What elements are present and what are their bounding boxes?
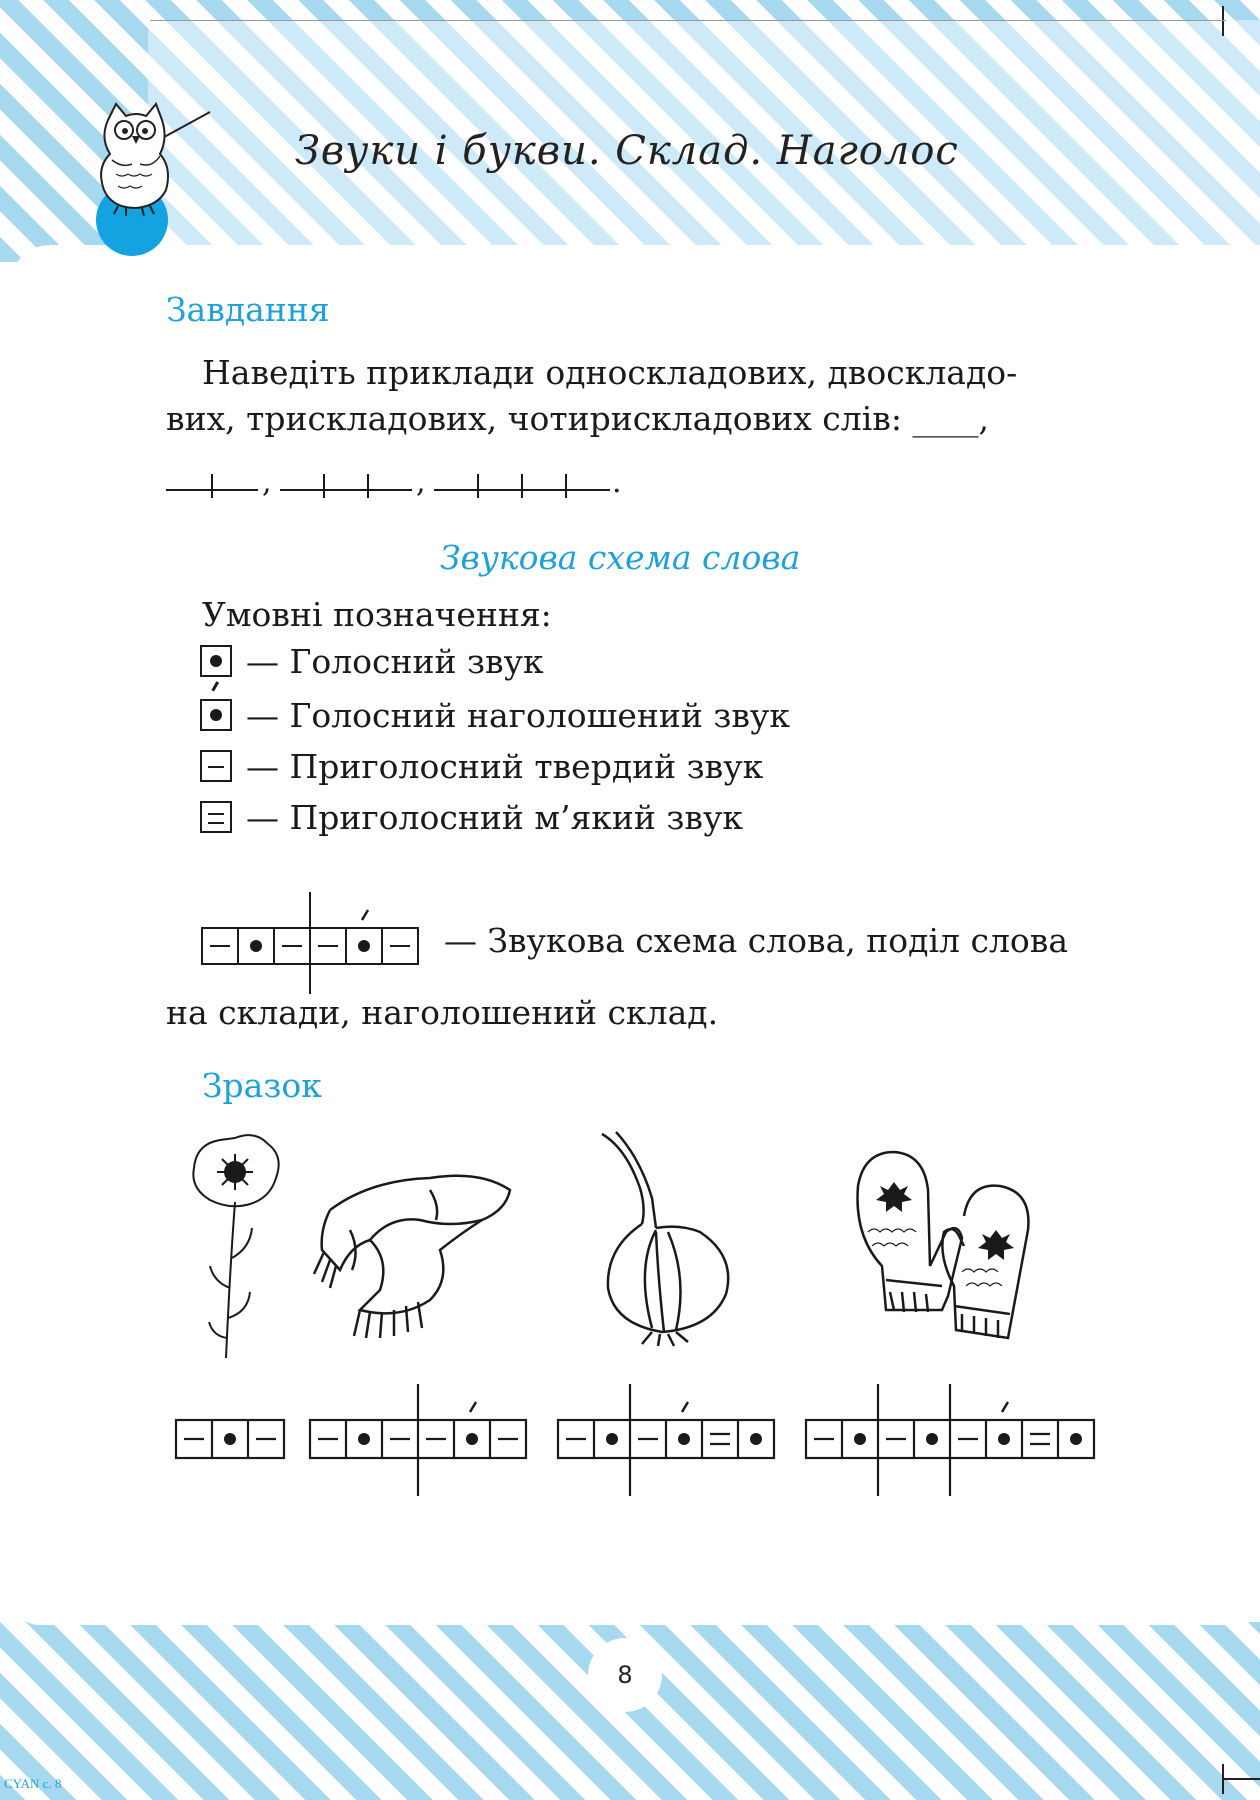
poppy-icon	[180, 1128, 290, 1368]
scheme-mittens	[806, 1384, 1094, 1496]
task-text-line2: вих, трискладових, чотирискладових слів: ____,	[166, 399, 989, 438]
blank-punct: .	[612, 465, 622, 500]
stressed-vowel-symbol	[200, 699, 232, 731]
sample-schemes	[170, 1382, 1110, 1500]
legend-row-soft-consonant	[200, 794, 743, 840]
owl-icon	[82, 98, 222, 268]
scheme-garlic	[558, 1384, 774, 1496]
legend-row-vowel	[200, 638, 544, 684]
blank-punct: ,	[262, 465, 272, 500]
legend-text: — Приголосний м’який звук	[246, 797, 744, 837]
crop-mark	[1222, 6, 1224, 36]
scarf-icon	[310, 1150, 520, 1340]
garlic-icon	[596, 1128, 746, 1348]
legend-title: Умовні позначення:	[202, 595, 552, 634]
sample-heading: Зразок	[202, 1066, 322, 1105]
legend-row-hard-consonant	[200, 743, 763, 789]
scheme-heading: Звукова схема слова	[440, 538, 801, 577]
legend-text: — Приголосний твердий звук	[246, 746, 764, 786]
example-text-line1: — Звукова схема слова, поділ слова	[444, 921, 1069, 960]
example-scheme	[200, 890, 426, 996]
legend-text: — Голосний наголошений звук	[246, 695, 790, 735]
syllable-blanks	[166, 452, 636, 502]
mittens-icon	[838, 1146, 1058, 1346]
legend-text: — Голосний звук	[246, 641, 544, 681]
example-text-line2: на склади, наголошений склад.	[166, 993, 719, 1032]
task-heading: Завдання	[166, 290, 330, 329]
legend-row-stressed-vowel	[200, 692, 790, 738]
page-number: 8	[588, 1638, 662, 1712]
crop-line	[150, 20, 1226, 21]
task-text-line1: Наведіть приклади односкладових, двоскладо-	[202, 353, 1018, 392]
hard-consonant-symbol	[200, 750, 232, 782]
scheme-poppy	[176, 1420, 284, 1458]
scheme-scarf	[310, 1384, 526, 1496]
soft-consonant-symbol	[200, 801, 232, 833]
crop-mark	[1222, 1778, 1260, 1780]
page-title: Звуки і букви. Склад. Наголос	[295, 128, 959, 174]
blank-punct: ,	[416, 465, 426, 500]
print-mark: CYAN c. 8	[4, 1776, 62, 1791]
vowel-symbol	[200, 645, 232, 677]
